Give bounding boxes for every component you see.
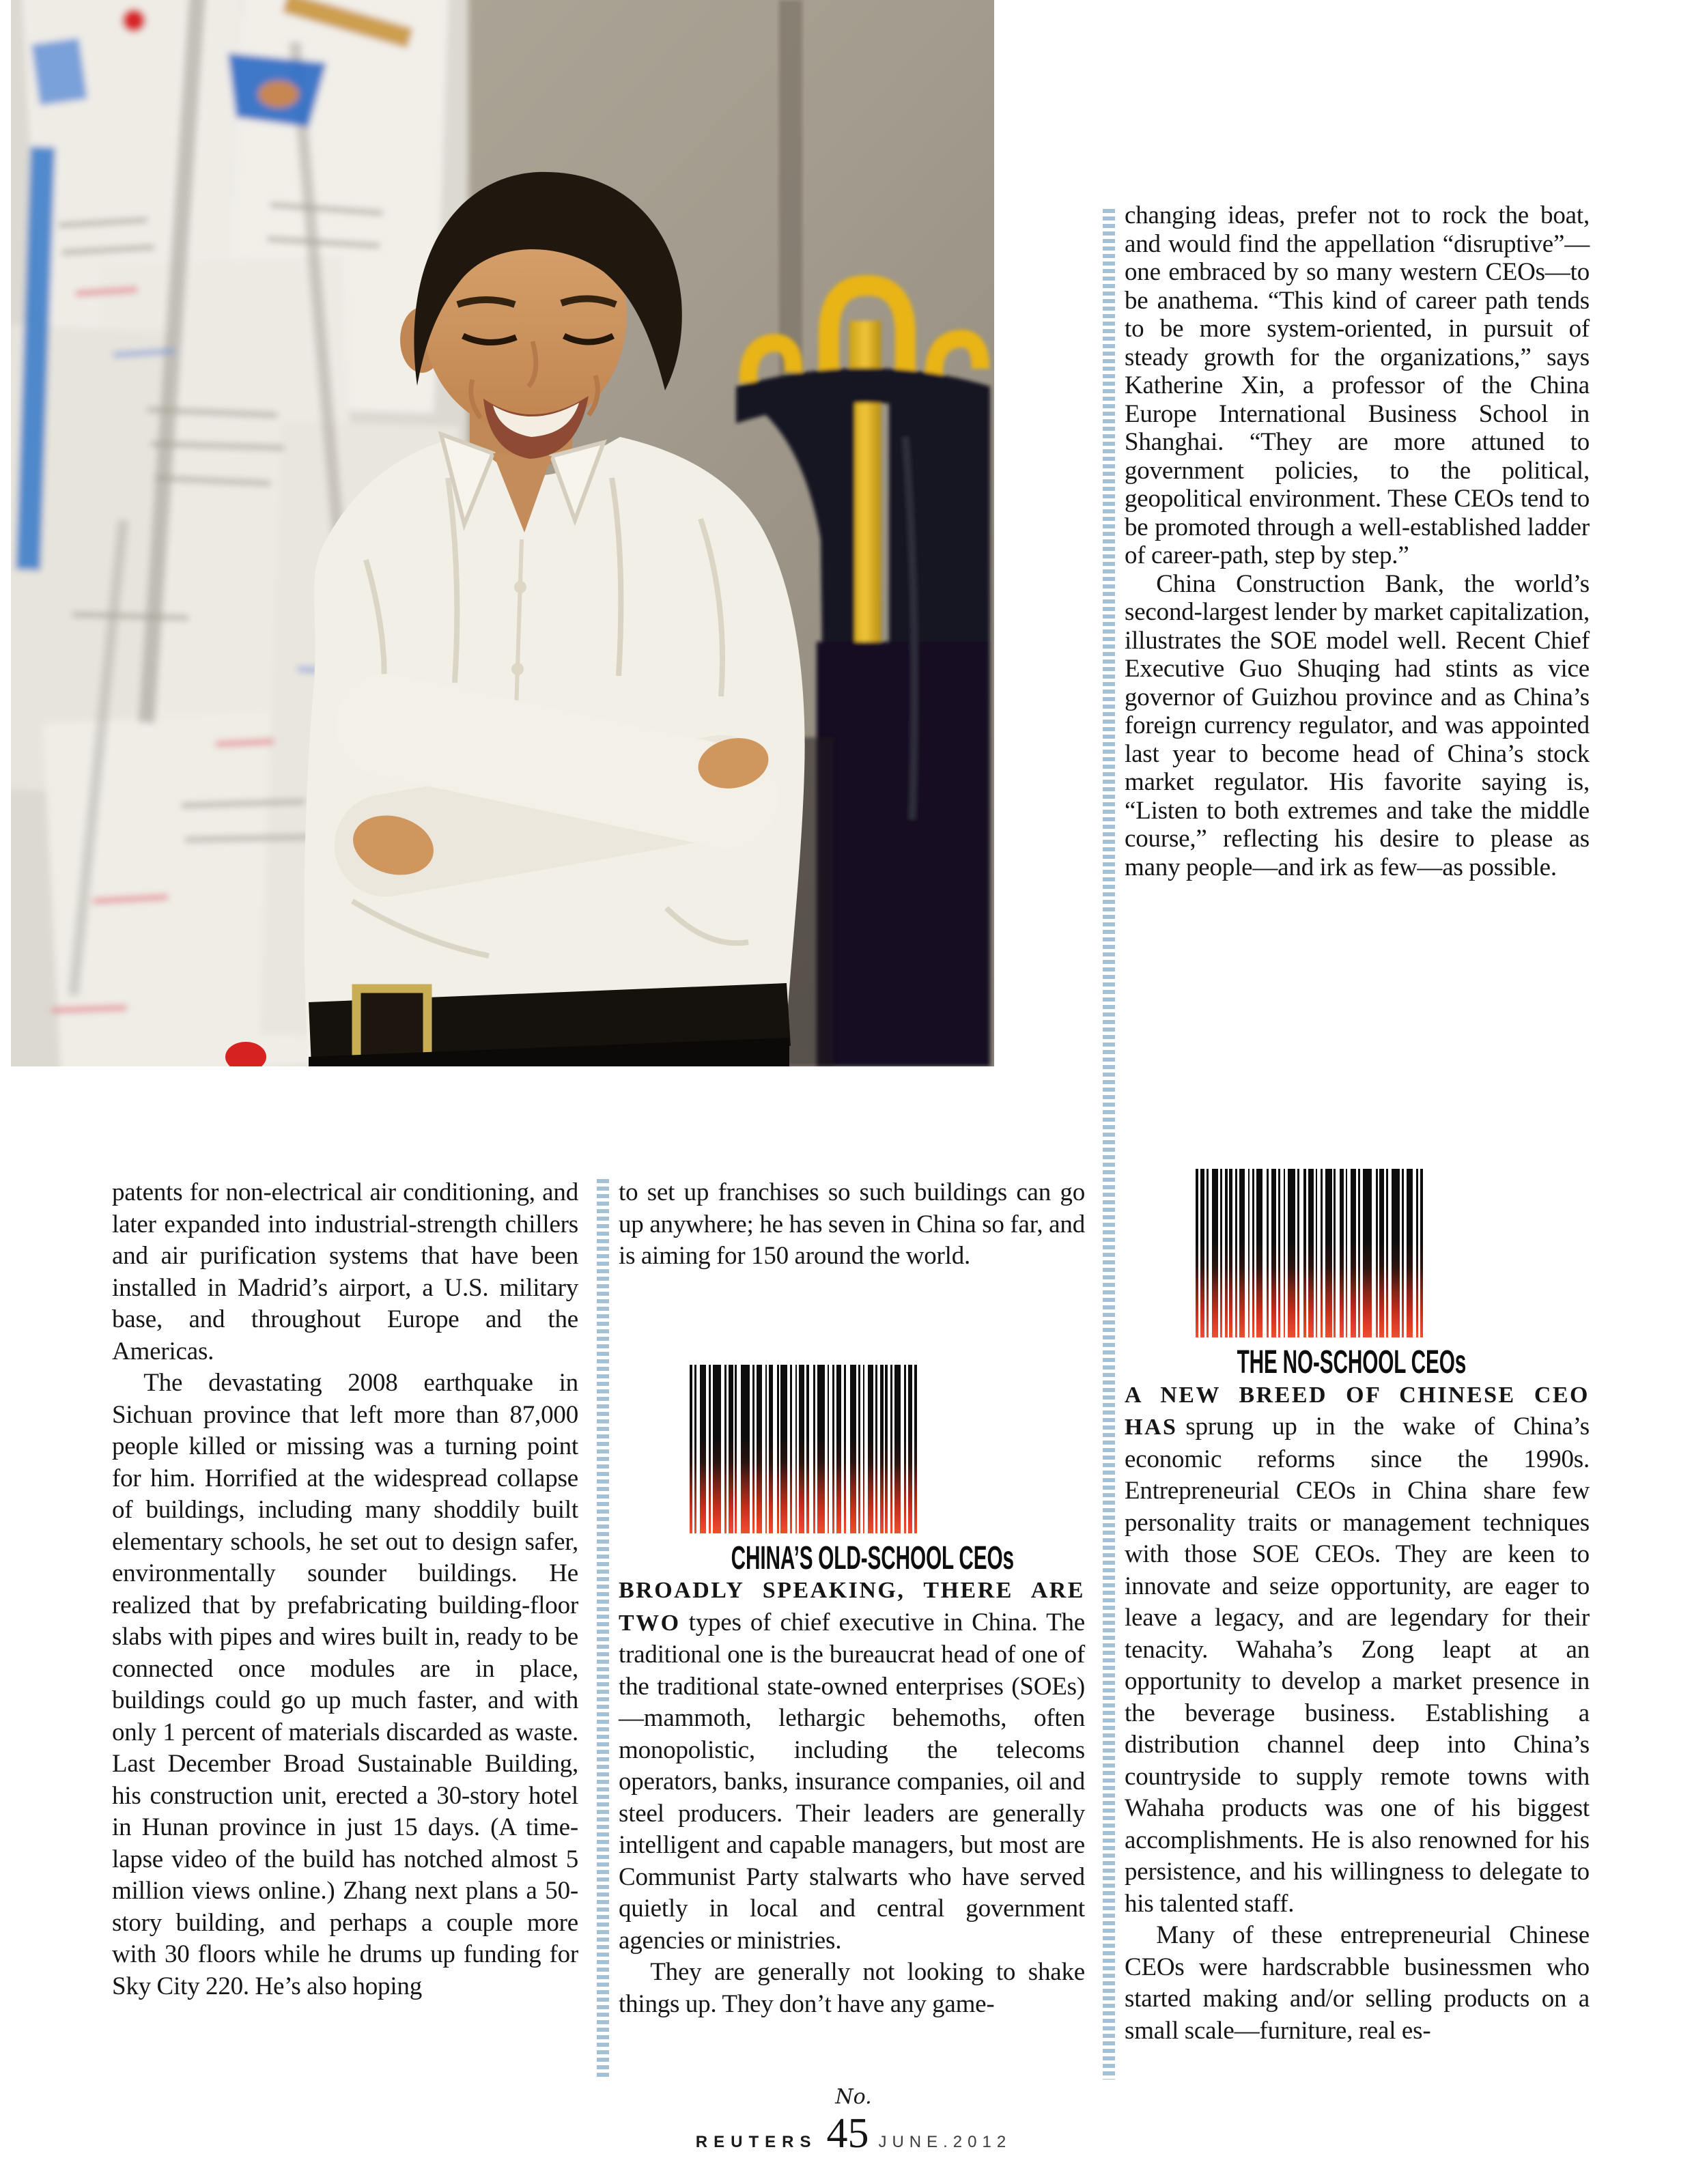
footer-date: JUNE.2012	[878, 2133, 1012, 2151]
column-middle	[619, 1177, 1085, 2020]
dashed-separator-left	[597, 1179, 609, 2080]
column-right-bottom	[1125, 1169, 1590, 2047]
column-right-top	[1125, 201, 1590, 881]
paragraph: China Construction Bank, the world’s second-largest lender by market capitalization, illustrates the SOE model well. Recent Chief Executive Guo Shuqing had stints as vice governor of Guizhou province and as China’s foreign currency regulator, and was appointed last year to become head of China’s stock market regulator. His favorite saying is, “Listen to both extremes and take the middle course,” reflecting his desire to please as many people—and irk as few—as possible.	[1125, 569, 1590, 881]
footer-page-number: 45	[826, 2110, 869, 2157]
paragraph: They are generally not looking to shake things up. They don’t have any game-	[619, 1958, 1085, 2018]
footer-brand: REUTERS	[695, 2133, 817, 2151]
paragraph: changing ideas, prefer not to rock the boat, and would find the appellation “disruptive”—one embraced by so many western CEOs—to be anathema. “This kind of career path tends to be more system-oriented, in pursuit of steady growth for the organizations,” says Katherine Xin, a professor of the China Europe International Business School in Shanghai. “They are more attuned to government policies, to the political, geopolitical environment. These CEOs tend to be promoted through a well-established ladder of career-path, step by step.”	[1125, 201, 1590, 569]
paragraph-text: sprung up in the wake of China’s economic reforms since the 1990s. Entrepreneurial CEOs in China share few personality traits or management techniques with those SOE CEOs. They are keen to innovate and seize opportunity, are eager to leave a legacy, and are legendary for their tenacity. Wahaha’s Zong leapt at an opportunity to develop a market presence in the beverage business. Establishing a distribution channel deep into China’s countryside to supply remote towns with Wahaha products was one of his biggest accomplishments. He is also renowned for his persistence, and his willingness to delegate to his talented staff.	[1125, 1413, 1590, 1918]
column-left	[112, 1177, 578, 2002]
paragraph: The devastating 2008 earthquake in Sichuan province that left more than 87,000 people killed or missing was a turning point for him. Horrified at the widespread collapse of buildings, including many shoddily built elementary schools, he set out to design safer, environmentally sounder buildings. He realized that by prefabricating building-floor slabs with pipes and wires built in, ready to be connected once modules are in place, buildings could go up much faster, and with only 1 percent of materials discarded as waste. Last December Broad Sustainable Building, his construction unit, erected a 30-story hotel in Hunan province in just 15 days. (A time-lapse video of the build has notched almost 5 million views online.) Zhang next plans a 50-story building, and perhaps a couple more with 30 floors while he drums up funding for Sky City 220. He’s also hoping	[112, 1369, 578, 2000]
footer-no-ornament: No.	[835, 2085, 872, 2109]
no-school-barcode-block	[1193, 1169, 1467, 1380]
paragraph	[1125, 1379, 1590, 1920]
barcode-caption-old-school: CHINA’S OLD-SCHOOL CEOs	[731, 1540, 1014, 1576]
photo-illustration	[11, 0, 994, 1066]
footer-line	[0, 2110, 1707, 2158]
paragraph	[619, 1574, 1085, 1957]
dashed-separator-right	[1103, 209, 1115, 2080]
article-photo	[11, 0, 994, 1066]
barcode-graphic-no-school	[1196, 1169, 1423, 1337]
belt-buckle	[356, 989, 427, 1060]
page-footer	[0, 2086, 1707, 2158]
barcode-caption-no-school: THE NO-SCHOOL CEOs	[1237, 1344, 1467, 1380]
paragraph: Many of these entrepreneurial Chinese CEOs were hardscrabble businessmen who started making and/or selling products on a small scale—furniture, real es-	[1125, 1921, 1590, 2045]
barcode-graphic-old-school	[690, 1365, 917, 1533]
paragraph: to set up franchises so such buildings can go up anywhere; he has seven in China so far, and is aiming for 150 around the world.	[619, 1178, 1085, 1270]
paragraph: patents for non-electrical air conditioning, and later expanded into industrial-strength chillers and air purification systems that have been installed in Madrid’s airport, a U.S. military base, and throughout Europe and the Americas.	[112, 1178, 578, 1365]
jacket-lower	[817, 642, 990, 1066]
paragraph-text: types of chief executive in China. The traditional one is the bureaucrat head of one of the traditional state-owned enterprises (SOEs)—mammoth, lethargic behemoths, often monopolistic, including the telecoms operators, banks, insurance companies, oil and steel producers. Their leaders are generally intelligent and capable managers, but most are Communist Party stalwarts who have served quietly in local and central government agencies or ministries.	[619, 1608, 1085, 1955]
paragraph-lead-in: BROADLY SPEAKING, THERE ARE TWO	[619, 1578, 1085, 1636]
paragraph-lead-in: A NEW BREED OF CHINESE CEO HAS	[1125, 1382, 1590, 1440]
old-school-barcode-block	[687, 1365, 1014, 1576]
